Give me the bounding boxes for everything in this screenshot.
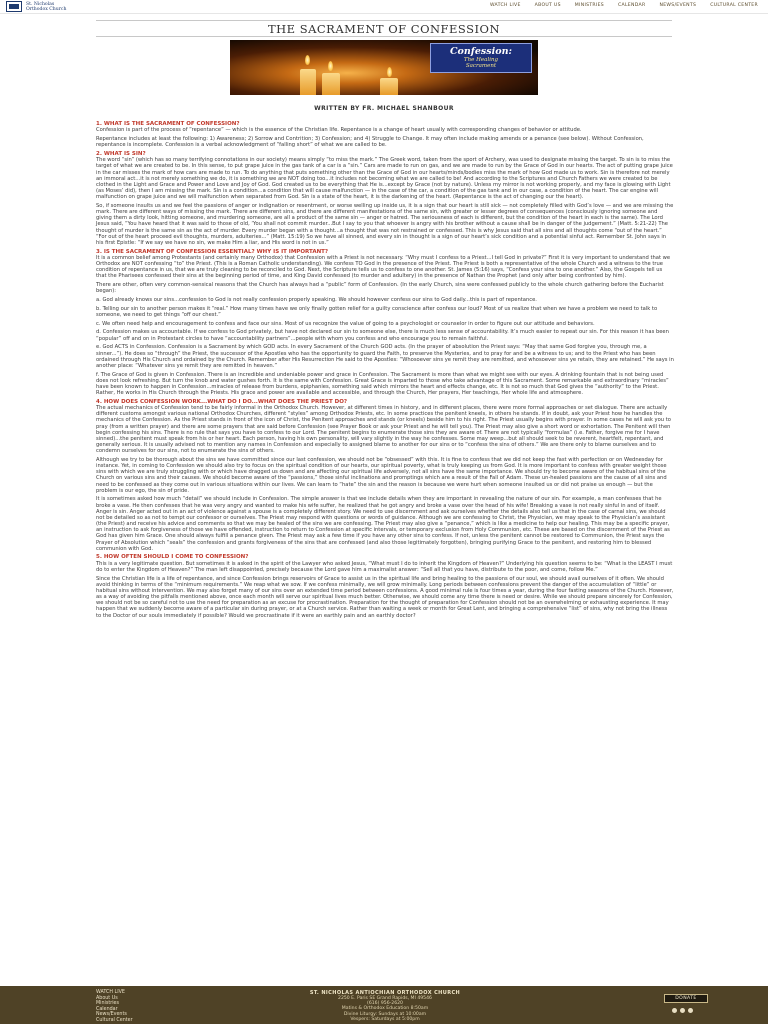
candle bbox=[322, 73, 340, 95]
paragraph: f. The Grace of God is given in Confession. There is an incredible and undeniable power and grace in Confession. The Sacrament is more than what we might see with our eyes. A drinking fountain that is not being used does not look refreshing. But turn the knob and water gushes forth. It is the same with Confession. Great Grace is imparted to those who take advantage of this Sacrament. Some remarkable and extraordinary “miracles” have been known to happen in Confession...miracles of release from burdens, epiphanies, something said which mirrors the heart and effects change, etc. It is not so much that God gives the “authority” to the Priest. Rather, He works in His Church through the Priests. His grace and power are available and accessible, and through the Church, Her prayers, Her teachings, Her whole life and atmosphere. bbox=[96, 371, 669, 397]
candle bbox=[300, 69, 316, 95]
paragraph: It is sometimes asked how much “detail” we should include in Confession. The simple answer is that we include details when they are important in revealing the nature of our sin. For example, a man confesses that he broke a vase. He then confesses that he was very angry and wanted to make his wife suffer, he realized that he got angry and broke a vase over the head of his wife! Breaking a vase is not really sinful in and of itself. Anger is sin. Anger acted out in an act of violence against a spouse is a completely different story. We need to use discernment and ask ourselves whether the details also tell us that in the case of carnal sins, we should not be detailed so as not to tempt our confessor or ourselves. The Priest may respond with questions or words of guidance. Although we are confessing to Christ, the Physician, we may speak to the Physician’s assistant (the Priest) and receive his advice and comments so that we may be healed of the sins we are confessing. The Priest may also give a “penance,” which is like a medicine to help our healing. This may be a specific prayer, an instruction to ask forgiveness of those we have offended, instruction to return to Confession at specific intervals, or temporary exclusion from Holy Communion, etc. These are based on the discernment of the Priest as God has given him Grace. One should always fulfill a penance given. The Priest may ask a few time if you have any other sins to confess. If not, unless the penitent cannot be restored to Communion, the Priest says the Prayer of Absolution which “seals” the confession and grants forgiveness of the sins that are confessed (and also those legitimately forgotten), bringing purifying Grace to the penitent, and restoring him to blessed communion with God. bbox=[96, 496, 670, 552]
paragraph: Confession is part of the process of “repentance” — which is the essence of the Christian life. Repentance is a change of heart usually with corresponding changes of behavior or attitude. bbox=[96, 127, 582, 134]
youtube-icon[interactable] bbox=[680, 1008, 685, 1013]
footer-schedule-matins: Matins & Orthodox Education 8:50am bbox=[341, 1006, 429, 1012]
nav-ministries[interactable]: MINISTRIES bbox=[574, 3, 604, 8]
hero-caption-subtitle-2: Sacrament bbox=[465, 63, 497, 69]
candle-flame-icon bbox=[305, 55, 310, 65]
paragraph: The actual mechanics of Confession tend to be fairly informal in the Orthodox Church. However, at different times in history, and in different places, there were more formal approaches or set dialogue. There are actually different customs amongst various national Orthodox Churches, different “styles” among Orthodox Priests, etc. In some practices the penitent kneels, in others he stands. If in doubt, ask your Priest how he handles the mechanics of the Confession. As the Priest stands in front of the icon of Christ, the Penitent approaches and stands (or kneels) beside him to his right. The Priest usually begins with prayer. In some cases he will ask you to pray (from a written prayer) and there are some prayers that are said before Confession (see Prayer Book or ask your Priest and he will tell you). The Priest may also give a short word or exhortation. The Penitent will then begin confessing his sins. There is no rule that says you have to confess to our Lord. The penitent begins to enumerate those sins they are aware of. There are not typically “formulas” (i.e. Father, forgive me for I have sinned)...the penitent must speak from his or her heart. Each person, having his own personality, will vary slightly in the way he confesses. Some may weep...but all should seek to be reverent, heartfelt, repentant, and generally serious. It is usually advised not to mention any names in Confession and especially to assigned blame to another for our sins or to “confess the sins of others.” We are there only to blame ourselves and to condemn ourselves for our sins, not to enumerate the sins of others. bbox=[96, 405, 671, 455]
section-heading-1: 1. WHAT IS THE SACRAMENT OF CONFESSION? bbox=[96, 121, 240, 127]
nav-news-events[interactable]: NEWS/EVENTS bbox=[659, 3, 697, 8]
paragraph: This is a very legitimate question. But sometimes it is asked in the spirit of the Lawyer who asked Jesus, “What must I do to inherit the Kingdom of Heaven?” Underlying his question seems to be: “What is the LEAST I must do to enter the Kingdom of Heaven?” The man left disappointed, precisely because the Lord gave him a maximalist answer: “Sell all that you have, distribute to the poor, and come, follow Me.” bbox=[96, 560, 673, 573]
nav-about-us[interactable]: ABOUT US bbox=[534, 3, 561, 8]
instagram-icon[interactable] bbox=[688, 1008, 693, 1013]
paragraph: Since the Christian life is a life of repentance, and since Confession brings reservoirs of Grace to assist us in the spiritual life and bring healing to the passions of our soul, we should avail ourselves of it often. We should avoid thinking in terms of the “minimum requirements.” We reap what we sow. If we confess minimally, we will grow minimally. Long periods between confessions prevent the danger of the accumulation of “little” or habitual sins without intervention. We may also forget many of our sins over an extended time period between confessions. A good minimal rule is four times a year, during the four fasting seasons of the Church. However, as a way of avoiding the pitfalls mentioned above, once each month will serve our spiritual lives much better. Otherwise, we should come any time there is need or desire. While we should prepare sincerely for Confession, we should not be so careful not to use the need for preparation as an excuse for procrastination. Preparation for the thought of preparation for Confession should not be an overwhelming or exhausting experience. It may happen that we suddenly become aware of a particular sin during prayer, or at a Church service. Rather than waiting a week or month for Great Lent, and bringing a comprehensive “list” of sins, why not bring the illness to the Doctor of our souls immediately if possible? Would we procrastinate if it were an earthly pain and an earthly doctor? bbox=[96, 575, 674, 619]
paragraph: So, if someone insults us and we feel the passions of anger or indignation or resentment, or worse welling up inside us, it is a sign that our heart is still sick — not completely filled with God’s love — and we are missing the mark. There are different ways of missing the mark. There are different sins, and there are different manifestations of the same sin, with greater or lesser degrees of consequences (consciously ignoring someone and giving them a dirty look, hitting someone, and murdering someone, are all a product of the same sin — anger or hatred. The seriousness of each is different, but the condition of the heart in each is the same). The Lord Jesus said, “You have heard that it was said to those of old, ‘You shall not commit murder...But I say to you that whoever is angry with his brother without a cause shall be in danger of the judgement.” (Matt. 5:21-22) The thought of murder is the same sin as the act of murder. Every murder began with a thought...a thought that was not restrained or confessed. This is why Jesus said that all sins and all thoughts come “out of the heart.” “For out of the heart proceed evil thoughts, murders, adulteries...” (Matt. 15:19) So we have all sinned, and every sin in thought is a sign of our heart’s sick condition and a potential sinful act. Remember St. John says in his first Epistle: “If we say we have no sin, we make Him a liar, and His word is not in us.” bbox=[96, 202, 674, 246]
church-logo-icon bbox=[6, 1, 22, 12]
paragraph: Although we try to be thorough about the sins we have committed since our last confession, we should not be “obsessed” with this. It is fine to confess that we did not keep the fast with perfection or on Wednesday for instance. Yet, in coming to Confession we should also try to focus on the spiritual condition of our hearts, our spiritual poverty, what is truly keeping us from God. It is more important to confess with greater weight those sins with which we are truly struggling with or which have dragged us down and are affecting our spiritual life adversely, not all sins have the same importance. We should try to become aware of the habitual sins of the Church on various sins and their causes. We should become aware of the “passions,” those sinful inclinations and promptings which are a result of the Fall of Adam. These un-healed passions are the cause of all sins and need to be confessed as they come out in various situations within our lives. We can learn to “hate” the sin and the reason is because we were hurt when someone insulted us or did not praise us enough — but the problem is our ego, the sin of pride. bbox=[96, 456, 667, 494]
paragraph: There are other, often very common-sensical reasons that the Church has always had a “public” form of Confession. (In the early Church, sins were confessed publicly to the whole church gathering before the Eucharist began): bbox=[96, 282, 664, 295]
church-logo-text bbox=[26, 2, 66, 12]
paragraph: e. God ACTS in Confession. Confession is a Sacrament by which GOD acts. In every Sacrament of the Church GOD acts. (In the prayer of absolution the Priest says: “May that same God forgive you, through me, a sinner...”). He does so “through” the Priest, the successor of the Apostles who has the opportunity to guard the Faith, to preserve the Mysteries, and to pray for and be a witness to us; and to the Priest who has been ordained through His Church and ordained by the Church. Remember after His Resurrection He said to the Apostles: “Whosoever sins ye remit they are remitted, and whosoever sins ye retain, they are retained.” He says in another place: “Whatever sins ye remit they are remitted in heaven.” bbox=[96, 344, 674, 369]
site-footer bbox=[0, 986, 768, 1024]
footer-church-name: ST. NICHOLAS ANTIOCHIAN ORTHODOX CHURCH bbox=[309, 990, 461, 996]
footer-link-cultural-center[interactable]: Cultural Center bbox=[96, 1017, 133, 1023]
church-logo[interactable] bbox=[6, 1, 66, 12]
section-heading-5: 5. HOW OFTEN SHOULD I COME TO CONFESSION? bbox=[96, 554, 249, 561]
footer-link-ministries[interactable]: Ministries bbox=[96, 1001, 119, 1007]
logo-line-1: St. Nicholas bbox=[26, 1, 55, 7]
paragraph: It is a common belief among Protestants (and certainly many Orthodox) that Confession with a Priest is not necessary. “Why must I confess to a Priest...I tell God in private?” First it is very important to understand that we Orthodox are NOT confessing “to” the Priest. (This is a Roman Catholic understanding). We confess TO God in the presence of the Priest. The Priest is both a representative of the whole Church and a witness to the true condition of repentance in us, that we are truly cleaning to be reconciled to God. Next, the Scripture tells us to confess to one another. St. James (5:16) says, “Confess your sins to one another.” Also, the Gospels tell us that the Pharisees confessed their sins at the beginning period of time, and King David confessed (to murder and adultery) in the presence of Nathan the Prophet (and only after being confronted by him). bbox=[96, 254, 671, 280]
nav-calendar[interactable]: CALENDAR bbox=[618, 3, 646, 8]
article-byline: WRITTEN BY FR. MICHAEL SHANBOUR bbox=[314, 105, 454, 112]
paragraph: d. Confession makes us accountable. If we confess to God privately, but have not declared our sin to someone else, there is much less sense of accountability. It’s much easier to repeat our sin. For this reason it has been “popular” off and on in Protestant circles to have “accountability partners”...people with whom you confess and who encourage you to remain faithful. bbox=[96, 329, 669, 342]
article-body bbox=[96, 121, 674, 621]
paragraph: Repentance includes at least the following: 1) Awareness; 2) Sorrow and Contrition; 3) Confession; and 4) Struggle to Change. It may often include making amends or a penance (see below). Without Confession, repentance is incomplete. Confession is a verbal acknowledgment of “falling short” of what we are called to be. bbox=[96, 136, 644, 149]
paragraph: b. Telling our sin to another person makes it “real.” How many times have we only finally gotten relief for a guilty conscience after confess our loud? Most of us realize that when we have a problem we need to talk to someone, we need to get things “off our chest.” bbox=[96, 305, 658, 318]
candle-flame-icon bbox=[328, 61, 333, 71]
footer-address: 2250 E. Paris SE Grand Rapids, MI 49546 bbox=[338, 996, 432, 1001]
donate-button[interactable]: DONATE bbox=[664, 994, 708, 1003]
footer-schedule-liturgy: Divine Liturgy: Sundays at 10:00am bbox=[343, 1011, 427, 1017]
hero-caption-title: Confession: bbox=[450, 46, 512, 57]
footer-link-news-events[interactable]: News/Events bbox=[96, 1012, 127, 1018]
facebook-icon[interactable] bbox=[672, 1008, 677, 1013]
footer-link-watch-live[interactable]: WATCH LIVE bbox=[96, 990, 125, 995]
social-links bbox=[672, 1008, 693, 1013]
top-navigation-bar bbox=[0, 0, 768, 14]
section-heading-2: 2. WHAT IS SIN? bbox=[96, 150, 146, 157]
hero-candles-image bbox=[230, 40, 538, 95]
paragraph: a. God already knows our sins...confession to God is not really confession properly speaking. We should however confess our sins to God daily...this is part of repentance. bbox=[96, 297, 537, 304]
candle-flame-icon bbox=[387, 67, 392, 77]
footer-link-about-us[interactable]: About Us bbox=[96, 995, 118, 1001]
paragraph: The word “sin” (which has so many terrifying connotations in our society) means simply “to miss the mark.” The Greek word, taken from the sport of Archery, was used to designate missing the target. To sin is to miss the target of what we are created to be. In this sense, to put grape juice in the gas tank of a car is a “sin.” Cars are made to run on gas, and we are made to run by the Grace of God in our hearts. The act of putting grape juice in the car misses the mark of how cars are made to run. To do anything that puts something other than the Grace of God in our hearts/minds/bodies miss the mark of how God made us to work. Sin is therefore not merely an immoral act...it is not merely something we do, it is something we are NOT doing too...it includes not becoming what we are called to be! And according to the Scriptures and Church Fathers we were created to be clothed in the Light and Grace and Power and Love and Joy of God. God created us to be everything that He is...except by Grace (not by nature). Unless my mirror is not working properly, and my face is glowing with Light (as Moses’ did), then I am missing the mark. Sin is a condition...a condition that will cause malfunction — in the case of the car, a condition of the gas tank and in our case, a condition of the heart. The car engine will malfunction on grape juice and we will malfunction when separated from God. Sin is a state of the heart, it is the darkening of the heart. (Repentance is the act of changing our the heart). bbox=[96, 157, 673, 201]
footer-link-calendar[interactable]: Calendar bbox=[96, 1006, 118, 1012]
section-heading-3: 3. IS THE SACRAMENT OF CONFESSION ESSENTIAL? WHY IS IT IMPORTANT? bbox=[96, 248, 329, 255]
hero-caption bbox=[430, 43, 532, 73]
hero-caption-subtitle-1: The Healing bbox=[463, 57, 499, 63]
footer-schedule-vespers: Vespers: Saturdays at 5:00pm bbox=[350, 1016, 420, 1022]
footer-links bbox=[96, 990, 133, 1024]
nav-watch-live[interactable]: WATCH LIVE bbox=[489, 3, 521, 8]
nav-cultural-center[interactable]: CULTURAL CENTER bbox=[710, 3, 758, 8]
footer-phone: (616) 956-2620 bbox=[367, 1001, 403, 1007]
page-title: THE SACRAMENT OF CONFESSION bbox=[96, 20, 672, 37]
candle bbox=[380, 78, 398, 95]
footer-church-info bbox=[220, 990, 550, 1022]
logo-line-2: Orthodox Church bbox=[26, 6, 67, 12]
main-nav bbox=[490, 3, 758, 8]
section-heading-4: 4. HOW DOES CONFESSION WORK...WHAT DO I DO...WHAT DOES THE PRIEST DO? bbox=[96, 398, 348, 405]
paragraph: c. We often need help and encouragement to confess and face our sins. Most of us recognize the value of going to a psychologist or counselor in order to figure out our attitude and behaviors. bbox=[96, 320, 595, 327]
